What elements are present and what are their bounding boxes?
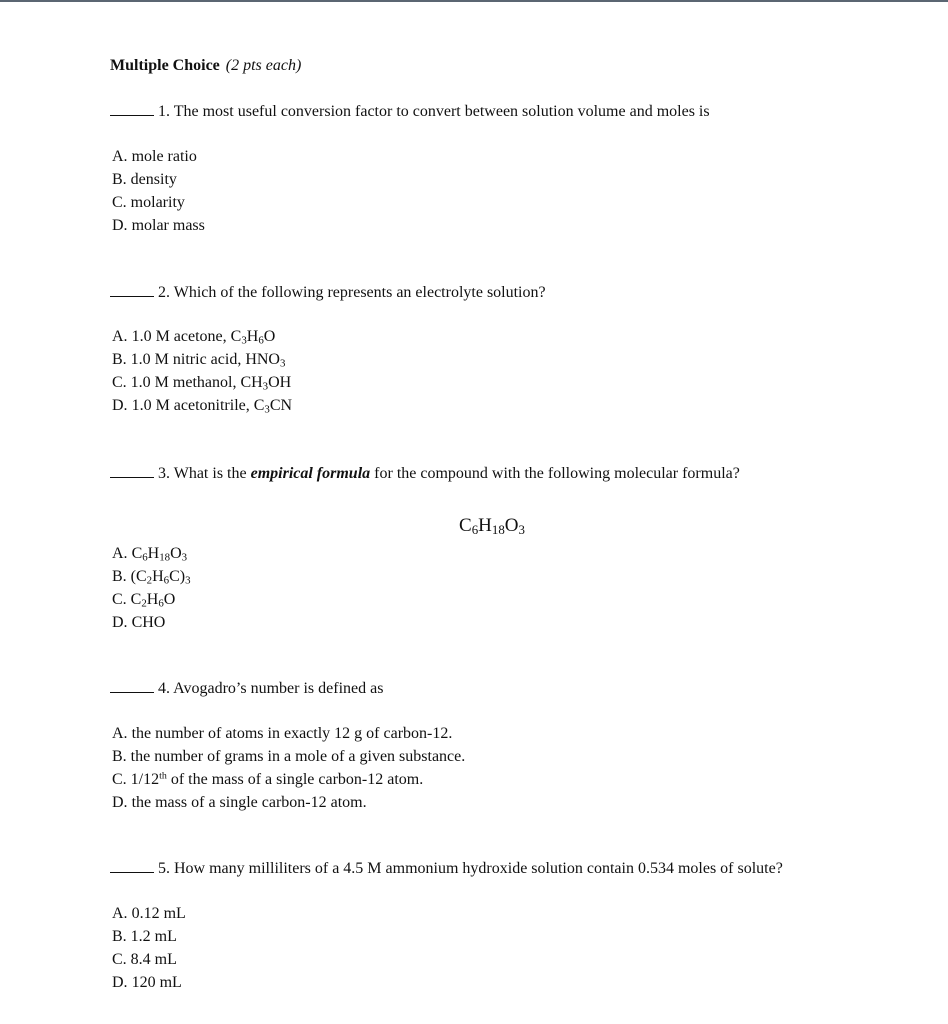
choice-letter: C. bbox=[112, 771, 127, 788]
answer-blank-3[interactable] bbox=[110, 463, 154, 478]
question-2 bbox=[110, 282, 546, 303]
choice-text: 1.0 M nitric acid, bbox=[130, 351, 246, 368]
answer-blank-4[interactable] bbox=[110, 678, 154, 693]
choice-text: density bbox=[130, 171, 177, 188]
choice-item bbox=[112, 971, 186, 994]
choice-text: 1/12th of the mass of a single carbon-12 atom. bbox=[130, 770, 424, 788]
choice-letter: A. bbox=[112, 545, 128, 562]
question-text: Which of the following represents an electrolyte solution? bbox=[173, 284, 546, 301]
choice-item bbox=[112, 145, 205, 168]
question-number: 1. bbox=[158, 103, 170, 120]
choice-item bbox=[112, 394, 292, 417]
choice-item bbox=[112, 325, 292, 348]
question-3 bbox=[110, 463, 740, 484]
choice-item bbox=[112, 948, 186, 971]
choice-text: 0.12 mL bbox=[131, 905, 186, 922]
molecular-formula: $C_6H_{18}O_3$ bbox=[459, 515, 525, 538]
choice-letter: B. bbox=[112, 568, 127, 585]
choices-4 bbox=[112, 722, 465, 814]
choice-letter: D. bbox=[112, 217, 128, 234]
choice-item bbox=[112, 348, 292, 371]
choice-item bbox=[112, 565, 191, 588]
answer-blank-2[interactable] bbox=[110, 282, 154, 297]
choice-item bbox=[112, 214, 205, 237]
question-text: The most useful conversion factor to convert between solution volume and moles is bbox=[173, 103, 710, 120]
choice-text: molar mass bbox=[131, 217, 205, 234]
question-5 bbox=[110, 858, 783, 879]
choice-item bbox=[112, 745, 465, 768]
top-border bbox=[0, 0, 948, 2]
choices-5 bbox=[112, 902, 186, 994]
question-number: 2. bbox=[158, 284, 170, 301]
chem-formula: $C_3H_6O$ bbox=[230, 328, 276, 347]
choice-letter: B. bbox=[112, 748, 127, 765]
chem-formula: $C_3CN$ bbox=[253, 397, 293, 416]
choice-text: 1.0 M acetonitrile, bbox=[131, 397, 254, 414]
choice-letter: B. bbox=[112, 928, 127, 945]
choice-letter: A. bbox=[112, 725, 128, 742]
question-4 bbox=[110, 678, 383, 699]
question-number: 4. bbox=[158, 680, 170, 697]
choice-letter: D. bbox=[112, 794, 128, 811]
choice-letter: C. bbox=[112, 951, 127, 968]
chem-formula: $(C_2H_6C)_3$ bbox=[130, 568, 191, 587]
choice-item bbox=[112, 588, 191, 611]
question-number: 5. bbox=[158, 860, 170, 877]
choice-item bbox=[112, 168, 205, 191]
question-text: for the compound with the following molecular formula? bbox=[370, 465, 740, 482]
choice-text: mole ratio bbox=[131, 148, 197, 165]
chem-formula: $CH_3OH$ bbox=[240, 374, 292, 393]
choice-item bbox=[112, 791, 465, 814]
chem-formula: $C_2H_6O$ bbox=[130, 591, 176, 610]
choice-letter: A. bbox=[112, 328, 128, 345]
choice-letter: D. bbox=[112, 974, 128, 991]
choice-letter: C. bbox=[112, 194, 127, 211]
question-text: Avogadro’s number is defined as bbox=[173, 680, 384, 697]
choice-text: molarity bbox=[130, 194, 185, 211]
heading-title: Multiple Choice bbox=[110, 57, 220, 74]
choice-item bbox=[112, 371, 292, 394]
choice-letter: D. bbox=[112, 614, 128, 631]
heading-points-note: (2 pts each) bbox=[225, 57, 302, 74]
choice-letter: C. bbox=[112, 591, 127, 608]
question-text: What is the bbox=[173, 465, 251, 482]
chem-formula: $C_6H_{18}O_3$ bbox=[131, 545, 188, 564]
choices-2 bbox=[112, 325, 292, 417]
answer-blank-5[interactable] bbox=[110, 858, 154, 873]
choice-text: the mass of a single carbon-12 atom. bbox=[131, 794, 367, 811]
section-heading bbox=[110, 56, 301, 76]
choice-text: 1.2 mL bbox=[130, 928, 177, 945]
answer-blank-1[interactable] bbox=[110, 101, 154, 116]
chem-formula: CHO bbox=[131, 614, 166, 631]
choices-1 bbox=[112, 145, 205, 237]
question-number: 3. bbox=[158, 465, 170, 482]
choice-text: 8.4 mL bbox=[130, 951, 177, 968]
question-1 bbox=[110, 101, 710, 122]
choice-item bbox=[112, 902, 186, 925]
question-emphasis: empirical formula bbox=[250, 465, 371, 482]
choice-item bbox=[112, 611, 191, 634]
choice-letter: B. bbox=[112, 351, 127, 368]
chem-formula: $HNO_3$ bbox=[245, 351, 286, 370]
choice-letter: C. bbox=[112, 374, 127, 391]
choice-text: 120 mL bbox=[131, 974, 182, 991]
choice-item bbox=[112, 768, 465, 791]
choice-text: 1.0 M acetone, bbox=[131, 328, 231, 345]
choice-text: the number of atoms in exactly 12 g of carbon-12. bbox=[131, 725, 453, 742]
choice-item bbox=[112, 925, 186, 948]
choice-item bbox=[112, 722, 465, 745]
choice-item bbox=[112, 542, 191, 565]
choices-3 bbox=[112, 542, 191, 634]
choice-letter: D. bbox=[112, 397, 128, 414]
choice-letter: A. bbox=[112, 905, 128, 922]
choice-item bbox=[112, 191, 205, 214]
choice-text: 1.0 M methanol, bbox=[130, 374, 241, 391]
question-text: How many milliliters of a 4.5 M ammonium hydroxide solution contain 0.534 moles of solute? bbox=[174, 860, 783, 877]
choice-letter: B. bbox=[112, 171, 127, 188]
choice-letter: A. bbox=[112, 148, 128, 165]
choice-text: the number of grams in a mole of a given substance. bbox=[130, 748, 466, 765]
